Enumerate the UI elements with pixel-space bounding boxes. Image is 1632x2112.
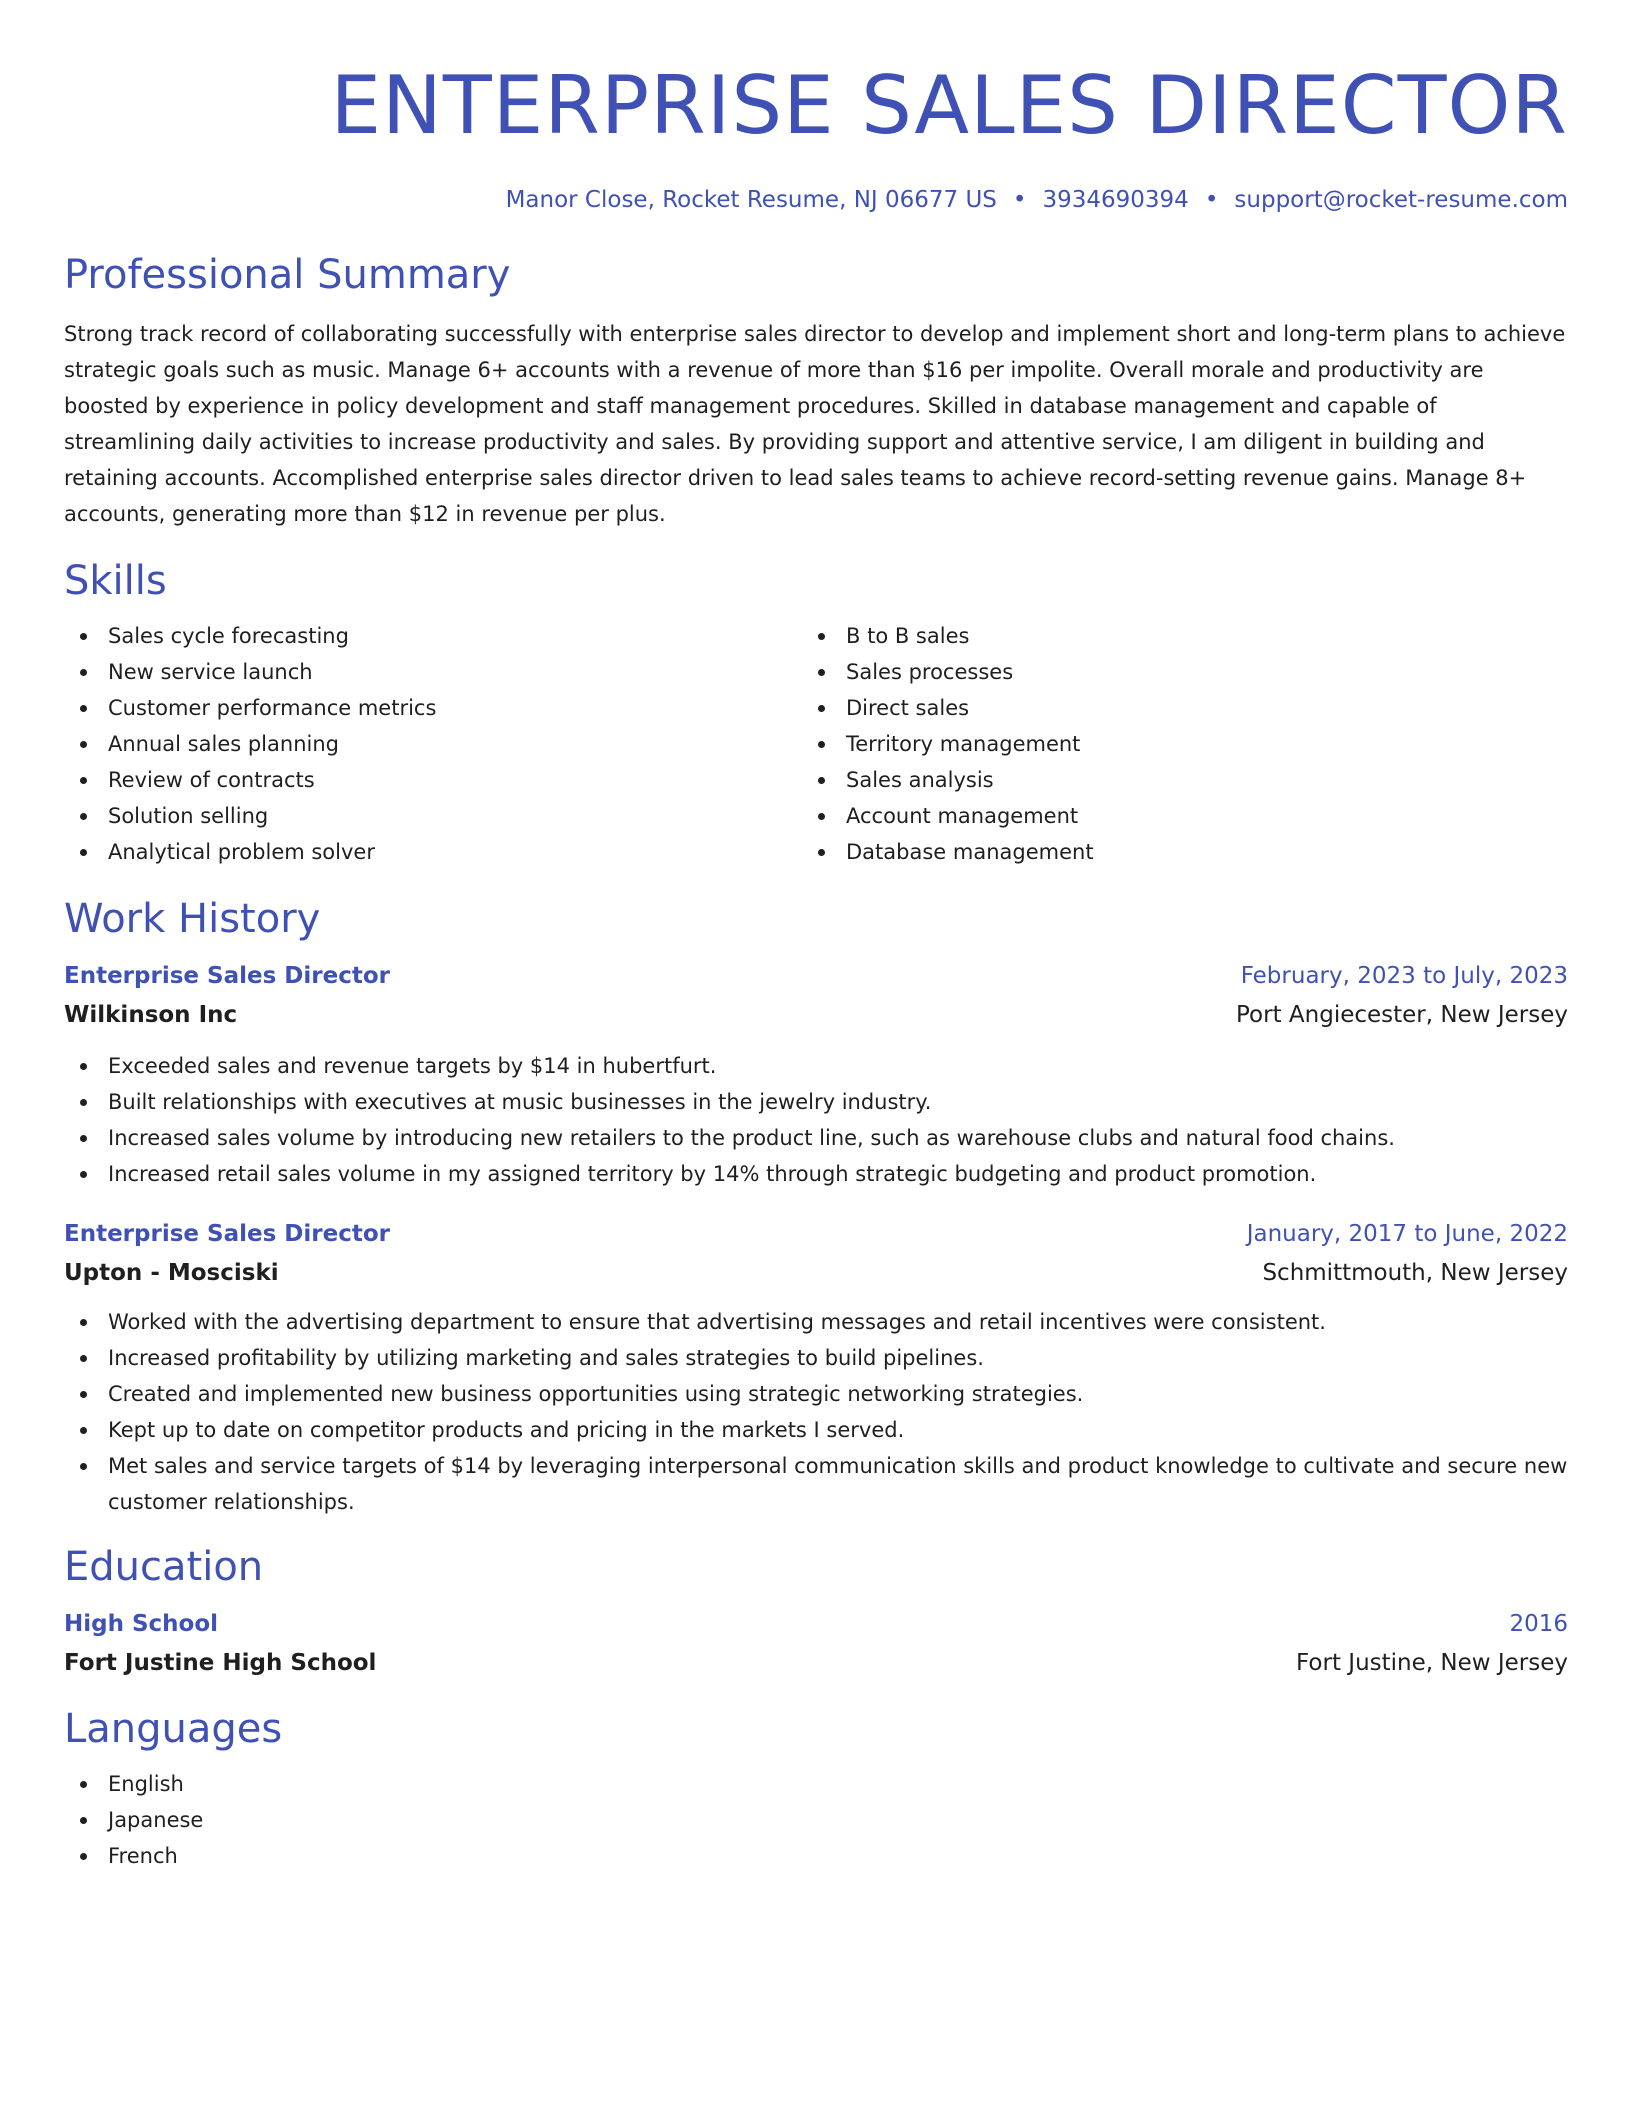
job-bullets — [64, 1048, 1568, 1192]
job-entry — [64, 1214, 1568, 1520]
job-company: Wilkinson Inc — [64, 1002, 238, 1028]
contact-line — [64, 184, 1568, 216]
skills-grid — [64, 618, 1568, 870]
language-item: French — [64, 1838, 1568, 1874]
contact-email: support@rocket-resume.com — [1234, 187, 1568, 213]
skill-item: Database management — [802, 834, 1540, 870]
skill-item: Account management — [802, 798, 1540, 834]
summary-text: Strong track record of collaborating successfully with enterprise sales director to develop and implement short and long-term plans to achieve strategic goals such as music. Manage 6+ accounts with a revenue of more than $16 per impolite. Overall morale and productivity are boosted by experience in policy development and staff management procedures. Skilled in database management and capable of streamlining daily activities to increase productivity and sales. By providing support and attentive service, I am diligent in building and retaining accounts. Accomplished enterprise sales director driven to lead sales teams to achieve record-setting revenue gains. Manage 8+ accounts, generating more than $12 in revenue per plus. — [64, 322, 1566, 526]
job-title: Enterprise Sales Director — [64, 963, 390, 989]
education-header-row — [64, 1604, 1568, 1644]
section-title-work-history: Work History — [64, 896, 321, 942]
section-title-education: Education — [64, 1544, 264, 1590]
skill-item: New service launch — [64, 654, 802, 690]
job-entry — [64, 956, 1568, 1192]
skills-list-left — [64, 618, 802, 870]
job-company: Upton - Mosciski — [64, 1260, 279, 1286]
skills-section — [64, 556, 1568, 870]
job-company-row — [64, 996, 1568, 1034]
job-bullet: Built relationships with executives at music businesses in the jewelry industry. — [64, 1084, 1568, 1120]
job-dates: February, 2023 to July, 2023 — [1240, 963, 1568, 989]
job-header-row — [64, 1214, 1568, 1254]
summary-section — [64, 250, 1568, 532]
job-bullets — [64, 1304, 1568, 1520]
contact-separator: • — [1204, 187, 1219, 213]
job-bullet: Exceeded sales and revenue targets by $14 in hubertfurt. — [64, 1048, 1568, 1084]
job-bullet: Kept up to date on competitor products and pricing in the markets I served. — [64, 1412, 1568, 1448]
language-item: Japanese — [64, 1802, 1568, 1838]
contact-address: Manor Close, Rocket Resume, NJ 06677 US — [505, 187, 997, 213]
skill-item: Solution selling — [64, 798, 802, 834]
skill-item: Annual sales planning — [64, 726, 802, 762]
section-title-summary: Professional Summary — [64, 252, 511, 298]
section-title-skills: Skills — [64, 558, 167, 604]
skill-item: Sales processes — [802, 654, 1540, 690]
education-entry — [64, 1604, 1568, 1682]
education-degree: High School — [64, 1611, 219, 1637]
education-section — [64, 1542, 1568, 1682]
job-dates: January, 2017 to June, 2022 — [1246, 1221, 1568, 1247]
languages-list — [64, 1766, 1568, 1874]
language-item: English — [64, 1766, 1568, 1802]
resume-header — [64, 58, 1568, 216]
education-location: Fort Justine, New Jersey — [1296, 1650, 1568, 1676]
job-bullet: Met sales and service targets of $14 by leveraging interpersonal communication skills and product knowledge to cultivate and secure new customer relationships. — [64, 1448, 1568, 1520]
skill-item: Analytical problem solver — [64, 834, 802, 870]
skill-item: B to B sales — [802, 618, 1540, 654]
languages-section — [64, 1704, 1568, 1874]
job-location: Schmittmouth, New Jersey — [1262, 1260, 1568, 1286]
skill-item: Sales cycle forecasting — [64, 618, 802, 654]
skill-item: Territory management — [802, 726, 1540, 762]
job-bullet: Created and implemented new business opportunities using strategic networking strategies. — [64, 1376, 1568, 1412]
job-bullet: Increased profitability by utilizing marketing and sales strategies to build pipelines. — [64, 1340, 1568, 1376]
job-company-row — [64, 1254, 1568, 1292]
work-history-section — [64, 894, 1568, 1520]
job-bullet: Worked with the advertising department to ensure that advertising messages and retail incentives were consistent. — [64, 1304, 1568, 1340]
candidate-name: ENTERPRISE SALES DIRECTOR — [330, 59, 1568, 152]
job-bullet: Increased retail sales volume in my assigned territory by 14% through strategic budgeting and product promotion. — [64, 1156, 1568, 1192]
job-title: Enterprise Sales Director — [64, 1221, 390, 1247]
skill-item: Sales analysis — [802, 762, 1540, 798]
job-bullet: Increased sales volume by introducing new retailers to the product line, such as warehouse clubs and natural food chains. — [64, 1120, 1568, 1156]
job-location: Port Angiecester, New Jersey — [1236, 1002, 1568, 1028]
skill-item: Direct sales — [802, 690, 1540, 726]
skill-item: Customer performance metrics — [64, 690, 802, 726]
education-school: Fort Justine High School — [64, 1650, 377, 1676]
skills-list-right — [802, 618, 1540, 870]
education-school-row — [64, 1644, 1568, 1682]
section-title-languages: Languages — [64, 1706, 283, 1752]
contact-separator: • — [1012, 187, 1027, 213]
education-year: 2016 — [1509, 1611, 1568, 1637]
job-header-row — [64, 956, 1568, 996]
contact-phone: 3934690394 — [1042, 187, 1189, 213]
skill-item: Review of contracts — [64, 762, 802, 798]
